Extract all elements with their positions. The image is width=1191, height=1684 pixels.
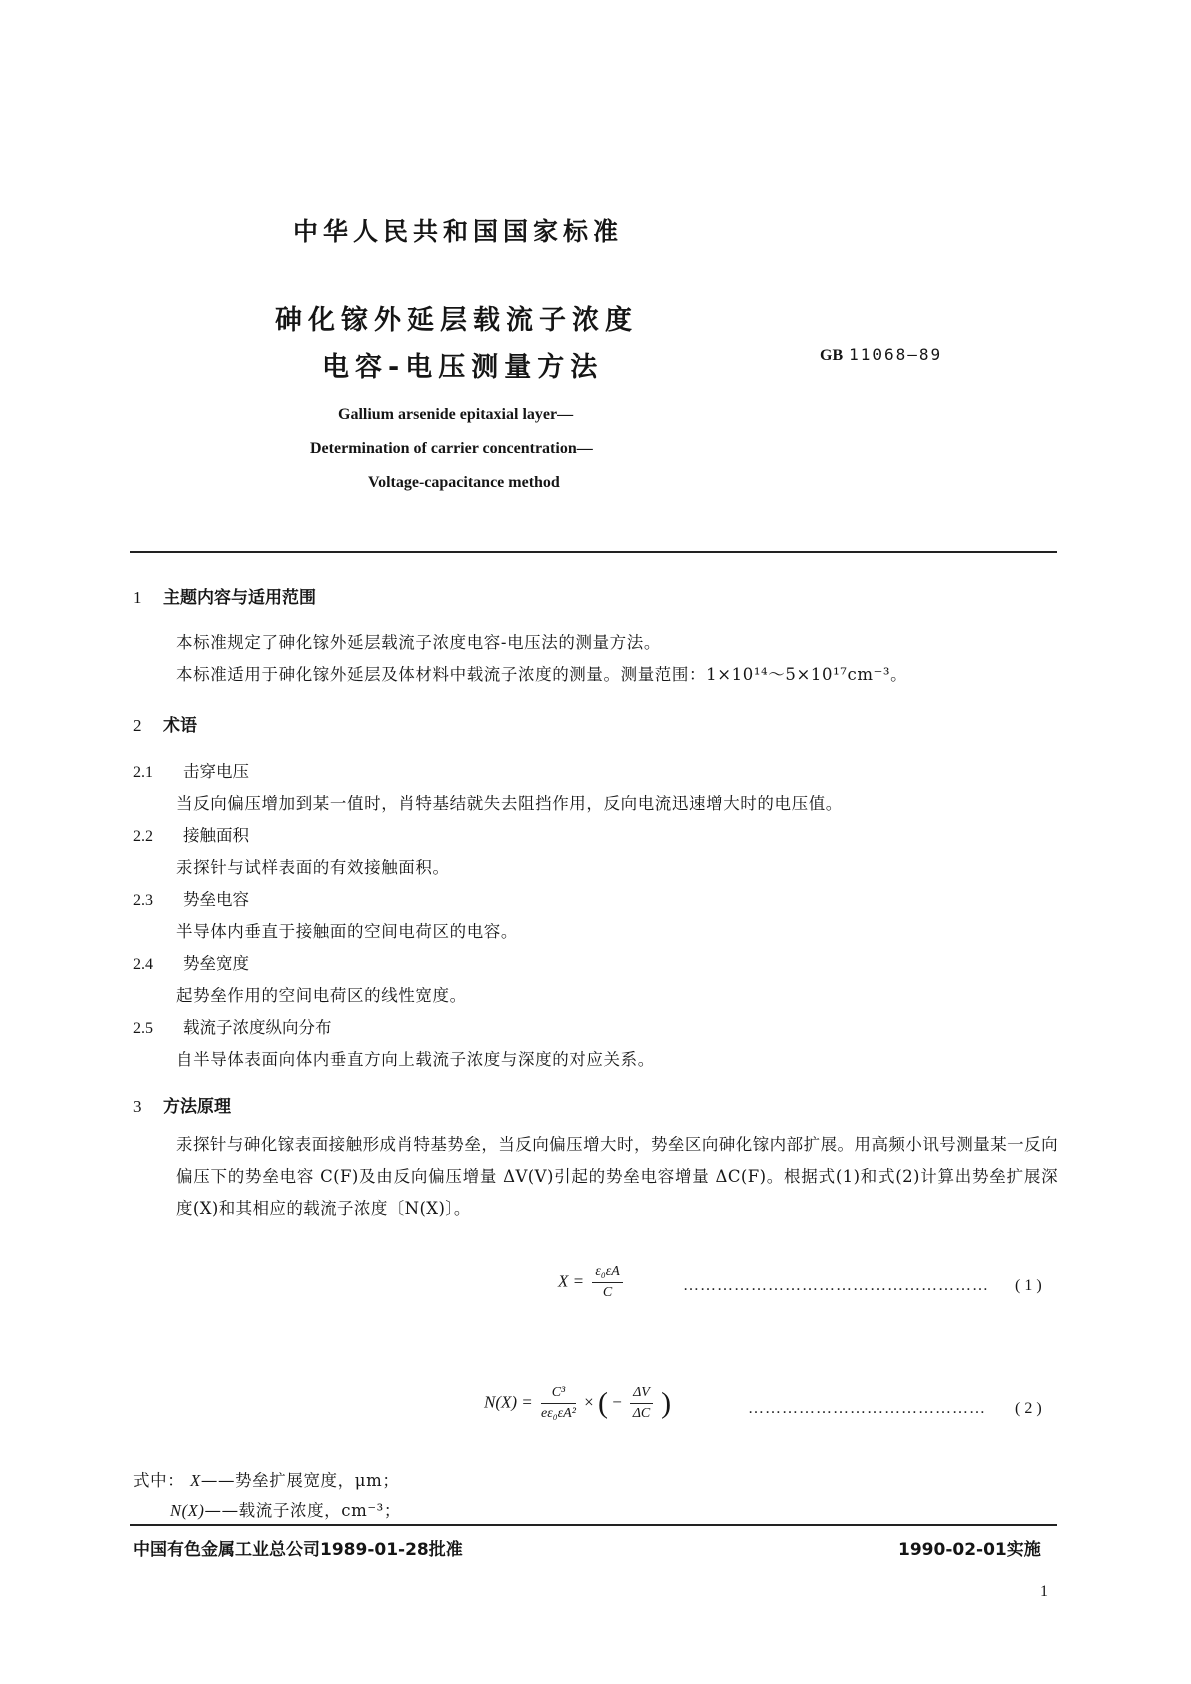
term-2-5: 2.5 载流子浓度纵向分布 <box>133 1018 332 1037</box>
term-2-4-name: 势垒宽度 <box>183 954 249 973</box>
term-2-2: 2.2 接触面积 <box>133 826 249 845</box>
formula-2-inner-denominator: ΔC <box>632 1406 651 1421</box>
term-2-3: 2.3 势垒电容 <box>133 890 249 909</box>
formula-2-minus: − <box>612 1392 622 1412</box>
where-desc-nx: ——载流子浓度，cm⁻³； <box>204 1501 401 1520</box>
document-title-line2: 电容-电压测量方法 <box>322 352 604 383</box>
page-number: 1 <box>1040 1583 1048 1600</box>
english-title-line3: Voltage-capacitance method <box>368 474 560 491</box>
formula-2-times: × <box>584 1392 594 1412</box>
footer-divider <box>130 1524 1057 1526</box>
formula-1-number: ( 1 ) <box>1015 1277 1042 1294</box>
section2-title: 术语 <box>163 716 197 736</box>
where-symbol-nx: N(X) <box>170 1501 205 1520</box>
formula-2-open-paren: ( <box>598 1386 608 1420</box>
formula-2-leader-dots: …………………………………… <box>748 1400 986 1417</box>
formula-1 <box>558 1264 627 1301</box>
approval-note: 中国有色金属工业总公司1989-01-28批准 <box>133 1540 463 1560</box>
standard-code-prefix: GB <box>820 347 844 364</box>
section1-title: 主题内容与适用范围 <box>163 588 316 608</box>
section1-paragraph2: 本标准适用于砷化镓外延层及体材料中载流子浓度的测量。测量范围：1×10¹⁴～5×10¹⁷cm⁻³。 <box>176 665 908 684</box>
section3-title: 方法原理 <box>163 1097 231 1117</box>
formula-1-denominator: C <box>602 1285 613 1300</box>
section3-heading <box>133 1092 231 1117</box>
formula-2-denominator: eε₀εA² <box>541 1406 576 1421</box>
section3-number: 3 <box>133 1097 142 1116</box>
where-line-1 <box>133 1467 399 1491</box>
term-2-3-definition: 半导体内垂直于接触面的空间电荷区的电容。 <box>176 922 518 941</box>
term-2-2-name: 接触面积 <box>183 826 249 845</box>
section2-heading <box>133 711 197 736</box>
section1-heading <box>133 583 316 608</box>
formula-2-close-paren: ) <box>661 1386 672 1420</box>
formula-2-numerator: C³ <box>541 1385 576 1404</box>
formula-2-fraction <box>541 1385 576 1422</box>
where-symbol-x: X <box>190 1471 201 1490</box>
term-2-5-name: 载流子浓度纵向分布 <box>183 1018 332 1037</box>
english-title-line1: Gallium arsenide epitaxial layer— <box>338 406 574 423</box>
where-line-2 <box>170 1497 401 1521</box>
term-2-4: 2.4 势垒宽度 <box>133 954 249 973</box>
where-desc-x: ——势垒扩展宽度，μm； <box>200 1471 400 1490</box>
section3-paragraph: 汞探针与砷化镓表面接触形成肖特基势垒，当反向偏压增大时，势垒区向砷化镓内部扩展。用高频小讯号测量某一反向偏压下的势垒电容 C(F)及由反向偏压增量 ΔV(V)引起的势垒电容增量 ΔC(F)。根据式(1)和式(2)计算出势垒扩展深度(X)和其相应的载流子浓度〔N(X)〕。 <box>176 1135 1058 1218</box>
header-divider <box>130 551 1057 553</box>
term-2-1: 2.1 击穿电压 <box>133 762 249 781</box>
term-2-1-name: 击穿电压 <box>183 762 249 781</box>
english-title-line2: Determination of carrier concentration— <box>310 440 593 457</box>
formula-1-fraction <box>592 1264 622 1301</box>
standard-code <box>820 345 942 365</box>
document-title-line1: 砷化镓外延层载流子浓度 <box>275 305 638 336</box>
section1-paragraph1: 本标准规定了砷化镓外延层载流子浓度电容-电压法的测量方法。 <box>176 633 661 652</box>
formula-2-number: ( 2 ) <box>1015 1400 1042 1417</box>
formula-2-lhs: N(X) = <box>484 1392 533 1412</box>
formula-2-inner-fraction <box>630 1385 653 1422</box>
standard-code-number: 11068—89 <box>849 345 943 364</box>
formula-1-leader-dots: ……………………………………………… <box>683 1277 989 1294</box>
formula-1-numerator: ε₀εA <box>592 1264 622 1283</box>
term-2-4-definition: 起势垒作用的空间电荷区的线性宽度。 <box>176 986 467 1005</box>
term-2-5-definition: 自半导体表面向体内垂直方向上载流子浓度与深度的对应关系。 <box>176 1050 655 1069</box>
section2-number: 2 <box>133 716 142 735</box>
term-2-3-name: 势垒电容 <box>183 890 249 909</box>
formula-1-lhs: X = <box>558 1271 585 1291</box>
section1-number: 1 <box>133 588 142 607</box>
term-2-1-definition: 当反向偏压增加到某一值时，肖特基结就失去阻挡作用，反向电流迅速增大时的电压值。 <box>176 794 843 813</box>
where-label: 式中： <box>133 1471 185 1490</box>
formula-2-inner-numerator: ΔV <box>630 1385 653 1404</box>
term-2-2-definition: 汞探针与试样表面的有效接触面积。 <box>176 858 450 877</box>
effective-date: 1990-02-01实施 <box>898 1540 1041 1560</box>
standard-title: 中华人民共和国国家标准 <box>293 217 624 246</box>
formula-2 <box>484 1385 671 1422</box>
